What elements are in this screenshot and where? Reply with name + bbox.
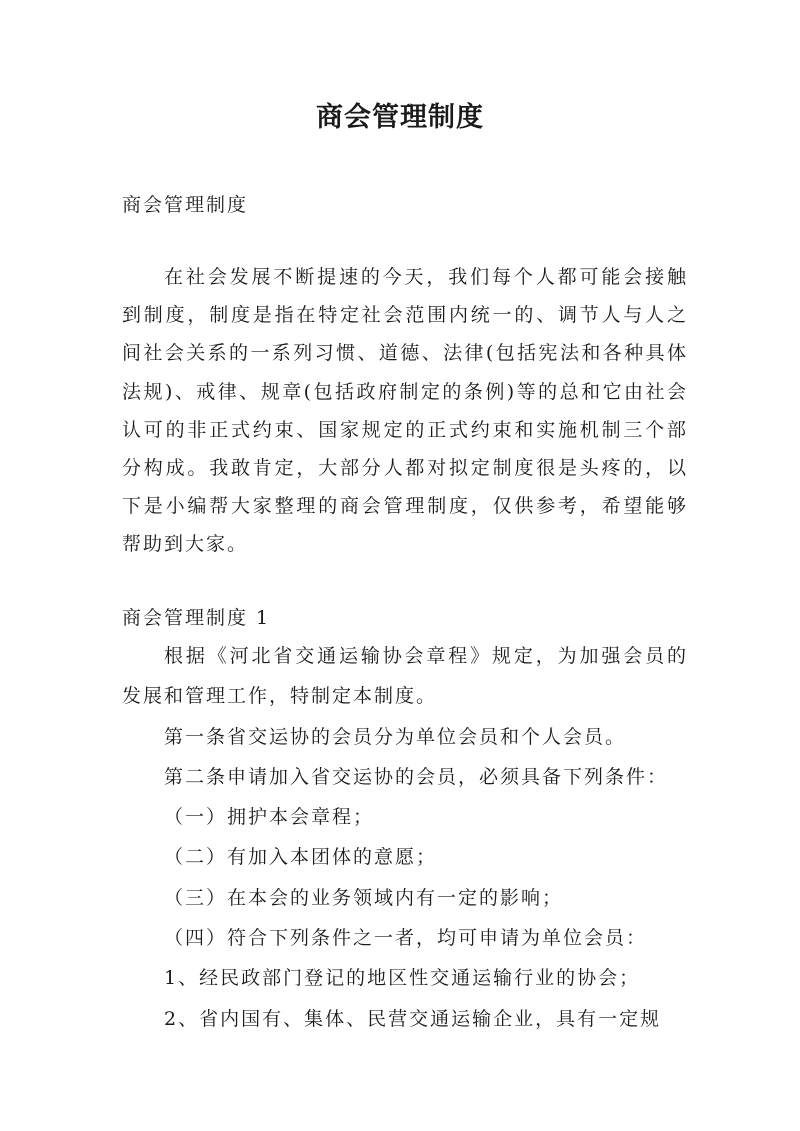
section-paragraph: 根据《河北省交通运输协会章程》规定，为加强会员的发展和管理工作，特制定本制度。: [122, 645, 688, 708]
numbered-item-1: 1、经民政部门登记的地区性交通运输行业的协会；: [164, 967, 641, 990]
condition-item-4: （四）符合下列条件之一者，均可申请为单位会员：: [164, 927, 648, 950]
numbered-item-2: 2、省内国有、集体、民营交通运输企业，具有一定规: [164, 1007, 662, 1030]
article-2: 第二条申请加入省交运协的会员，必须具备下列条件：: [164, 765, 669, 788]
condition-item-2: （二）有加入本团体的意愿；: [164, 846, 438, 869]
condition-item-1: （一）拥护本会章程；: [164, 806, 375, 829]
intro-paragraph: 在社会发展不断提速的今天，我们每个人都可能会接触到制度，制度是指在特定社会范围内统一的、调节人与人之间社会关系的一系列习惯、道德、法律(包括宪法和各种具体法规)、戒律、规章(包括政府制定的条例)等的总和它由社会认可的非正式约束、国家规定的正式约束和实施机制三个部分构成。我敢肯定，大部分人都对拟定制度很是头疼的，以下是小编帮大家整理的商会管理制度，仅供参考，希望能够帮助到大家。: [122, 266, 688, 556]
document-title: 商会管理制度: [316, 102, 484, 133]
section-heading: 商会管理制度 1: [122, 607, 271, 629]
condition-item-3: （三）在本会的业务领域内有一定的影响；: [164, 886, 564, 909]
document-subtitle: 商会管理制度: [122, 194, 249, 216]
section-body: [122, 636, 688, 1039]
article-1: 第一条省交运协的会员分为单位会员和个人会员。: [164, 725, 627, 748]
